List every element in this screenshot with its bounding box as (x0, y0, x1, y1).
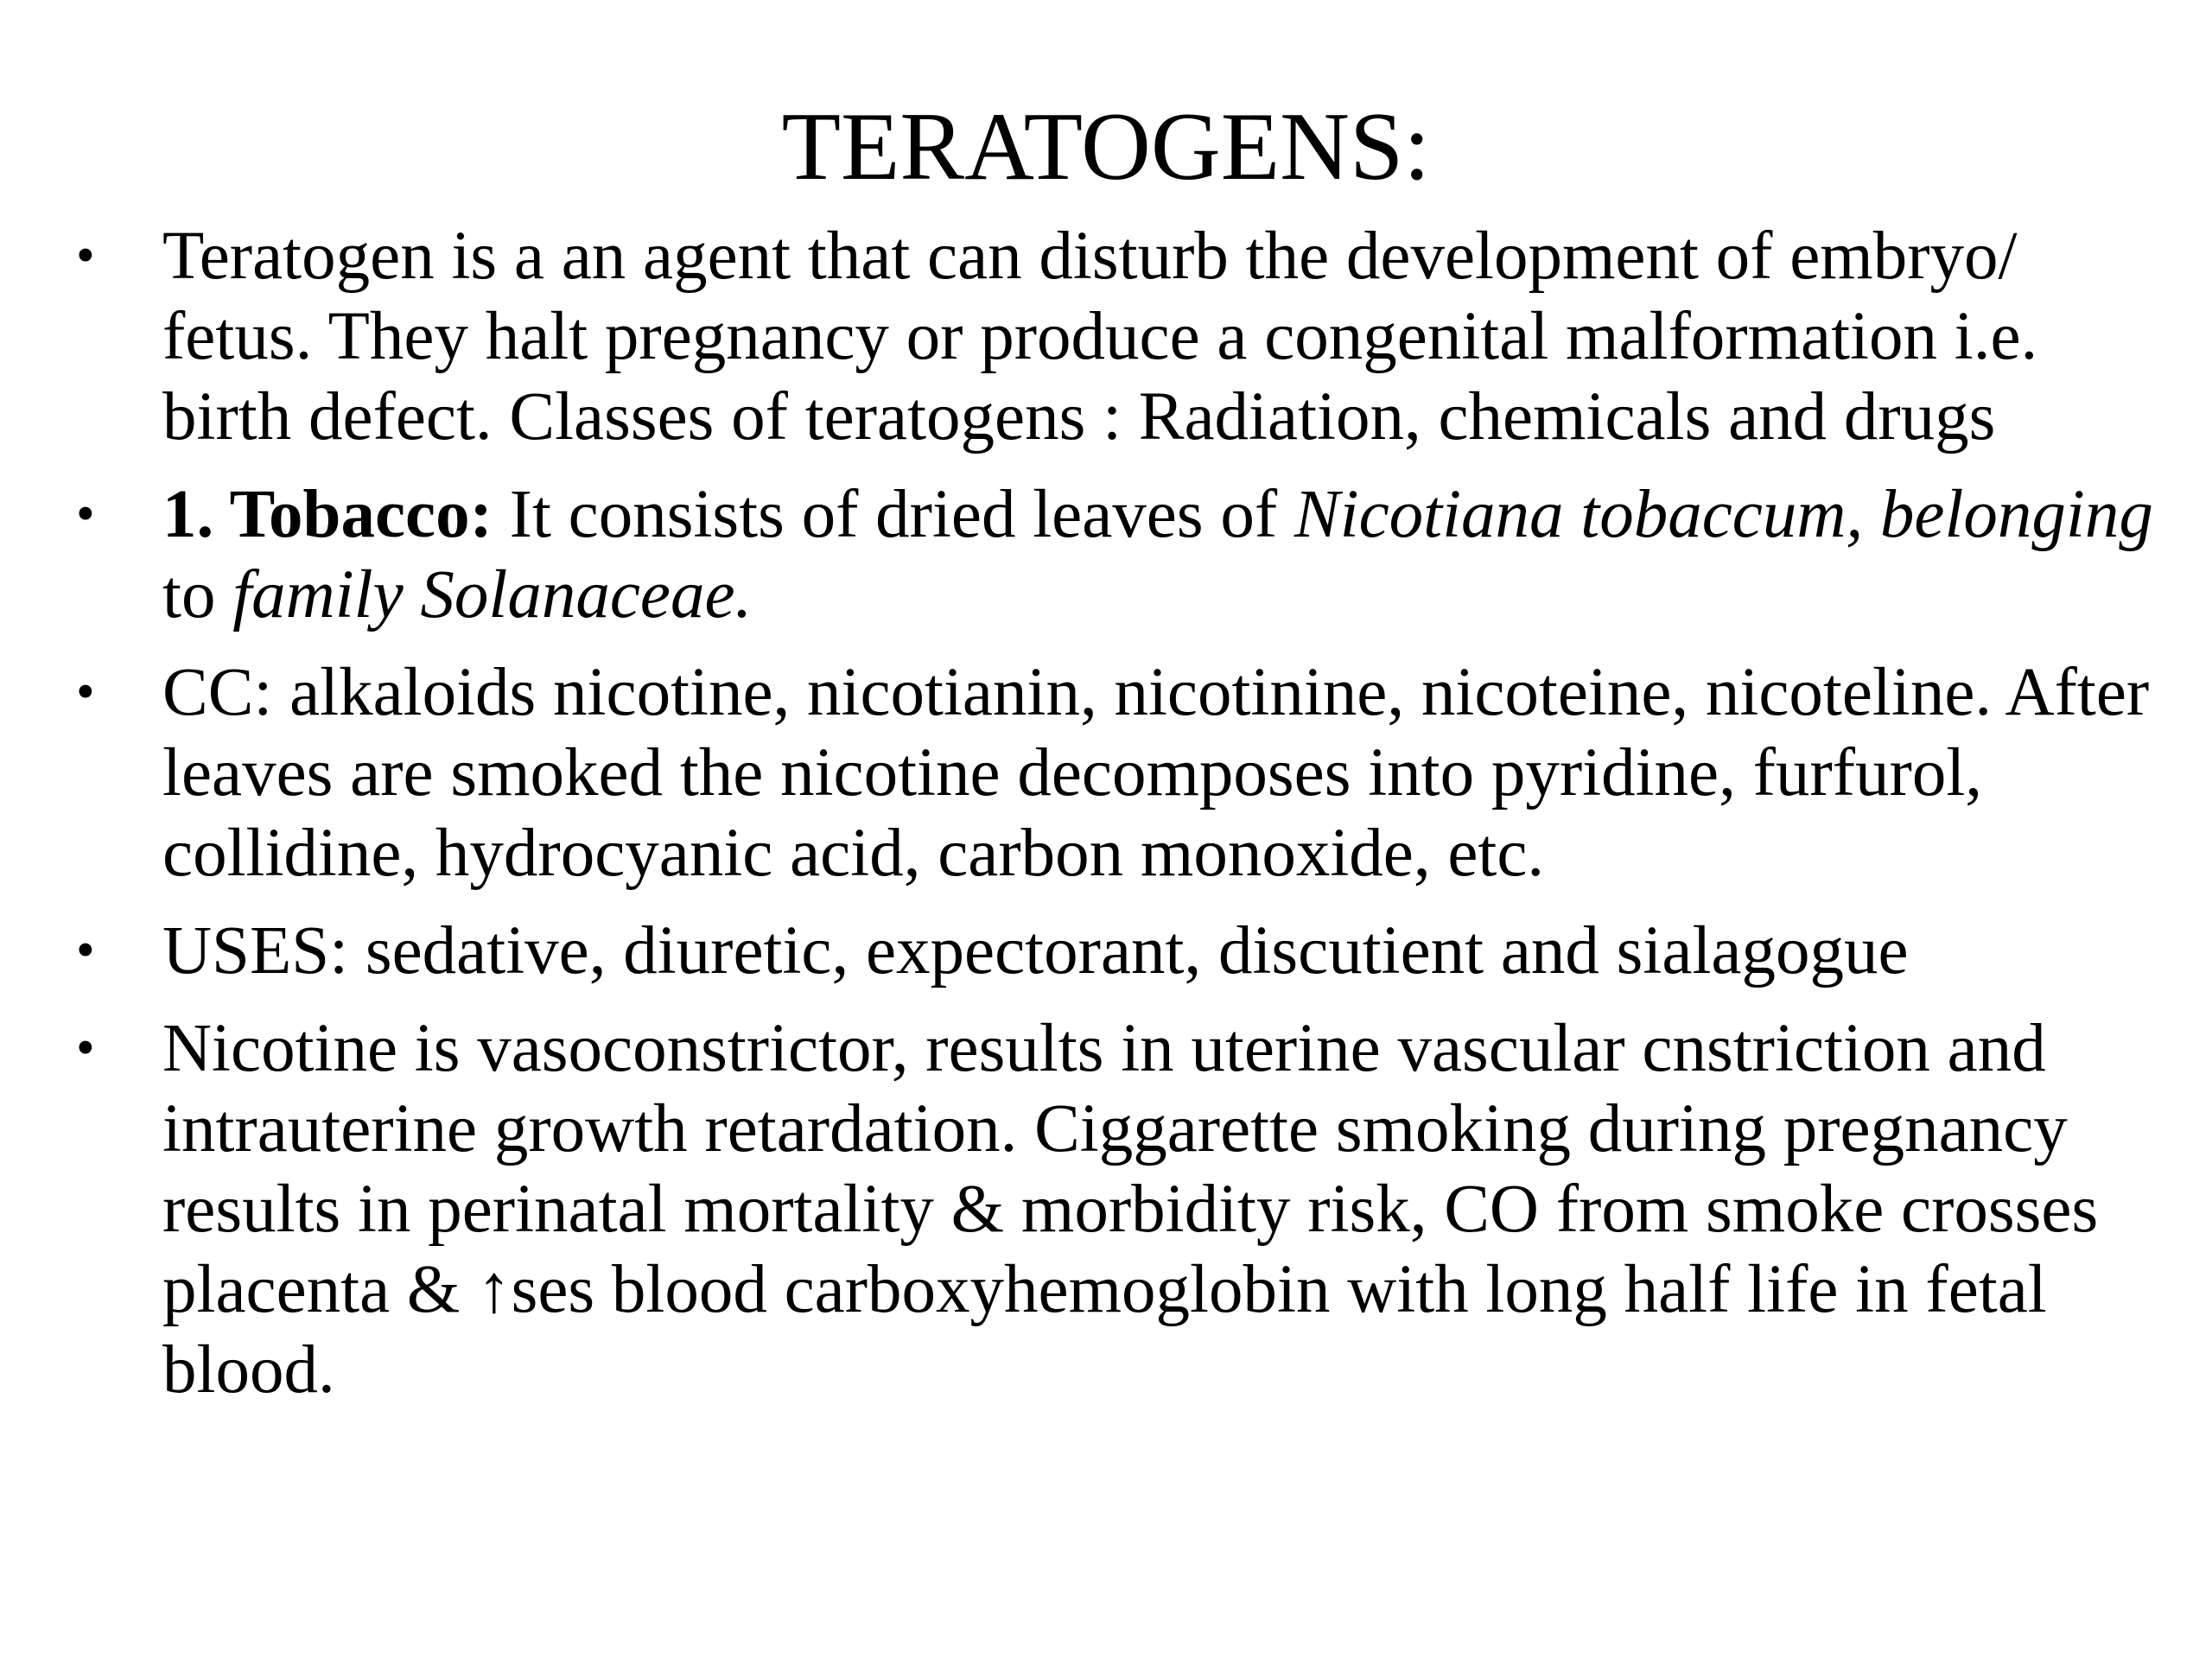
bullet-text: Teratogen is a an agent that can disturb the development of embryo/ fetus. They halt pregnancy or produce a congenital malformation i.e. birth defect. Classes of teratogens : Radiation, chemicals and drugs (162, 219, 2038, 454)
bullet-text: CC: alkaloids nicotine, nicotianin, nicotinine, nicoteine, nicoteline. After leaves are smoked the nicotine decomposes into pyridine, furfurol, collidine, hydrocyanic acid, carbon monoxide, etc. (162, 655, 2150, 891)
bullet-text: Nicotine is vasoconstrictor, results in uterine vascular cnstriction and intrauterine growth retardation. Ciggarette smoking during pregnancy results in perinatal mortality & morbidity risk, CO from smoke crosses placenta & ↑ses blood carboxyhemoglobin with long half life in fetal blood. (162, 1011, 2099, 1408)
bullet-text: to (162, 557, 233, 632)
bullet-item-nicotine-effects (0, 1008, 2212, 1410)
bullet-list (0, 216, 2212, 1427)
bullet-text: It consists of dried leaves of (492, 477, 1294, 552)
bullet-italic-text: family Solanaceae. (232, 557, 753, 632)
bullet-text: USES: sedative, diuretic, expectorant, discutient and sialagogue (162, 913, 1909, 988)
bullet-item-definition (0, 216, 2212, 457)
bullet-italic-text: Nicotiana tobaccum, belonging (1294, 477, 2153, 552)
bullet-item-uses (0, 911, 2212, 991)
bullet-bold-lead: 1. Tobacco: (162, 477, 493, 552)
bullet-icon: • (76, 663, 95, 721)
bullet-item-tobacco (0, 474, 2212, 635)
bullet-icon: • (76, 1019, 95, 1077)
slide-title: TERATOGENS: (781, 93, 1431, 200)
bullet-icon: • (76, 921, 95, 980)
bullet-icon: • (76, 485, 95, 543)
bullet-item-constituents (0, 652, 2212, 893)
bullet-icon: • (76, 226, 95, 285)
